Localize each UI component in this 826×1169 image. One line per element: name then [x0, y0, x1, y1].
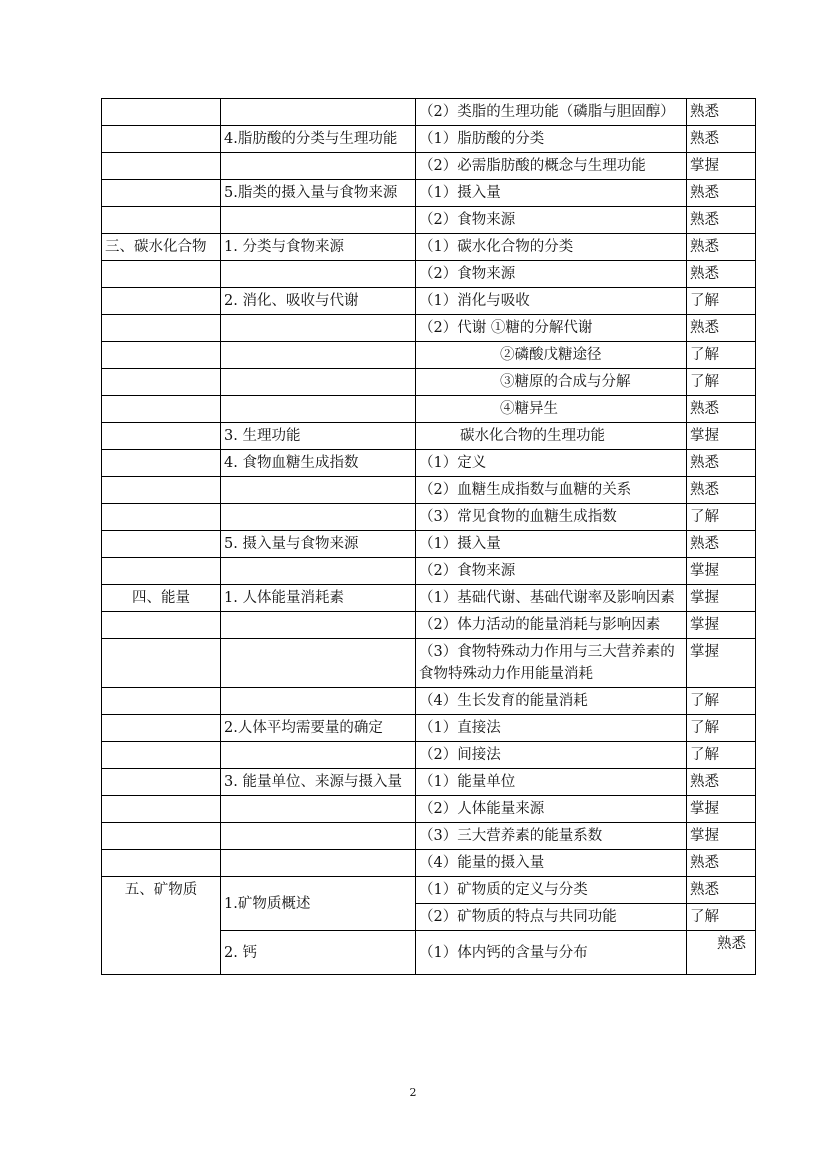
section-cell: [102, 342, 221, 369]
topic-cell: [221, 261, 416, 288]
topic-cell: [221, 369, 416, 396]
level-cell: 了解: [687, 369, 756, 396]
table-row: [102, 369, 756, 396]
table-row: [102, 850, 756, 877]
section-cell: 四、能量: [102, 585, 221, 612]
topic-cell: [221, 342, 416, 369]
table-row: [102, 823, 756, 850]
topic-cell: [221, 823, 416, 850]
table-row: [102, 585, 756, 612]
level-cell: 掌握: [687, 558, 756, 585]
topic-cell: [221, 688, 416, 715]
topic-cell: [221, 796, 416, 823]
table-row: [102, 612, 756, 639]
content-cell: （2）血糖生成指数与血糖的关系: [416, 477, 687, 504]
section-cell: [102, 450, 221, 477]
section-cell: [102, 742, 221, 769]
level-cell: 熟悉: [687, 877, 756, 904]
level-cell: 了解: [687, 342, 756, 369]
level-cell: 熟悉: [687, 207, 756, 234]
table-row: [102, 396, 756, 423]
table-row: [102, 261, 756, 288]
content-cell: （2）体力活动的能量消耗与影响因素: [416, 612, 687, 639]
content-cell: （1）体内钙的含量与分布: [416, 931, 687, 975]
section-cell: [102, 369, 221, 396]
topic-cell: 5. 摄入量与食物来源: [221, 531, 416, 558]
topic-cell: 1. 分类与食物来源: [221, 234, 416, 261]
section-cell: [102, 477, 221, 504]
section-cell: [102, 531, 221, 558]
level-cell: 掌握: [687, 423, 756, 450]
table-row: [102, 207, 756, 234]
syllabus-table-body: [102, 99, 756, 975]
section-cell: [102, 99, 221, 126]
content-cell: （1）消化与吸收: [416, 288, 687, 315]
content-cell: ②磷酸戊糖途径: [416, 342, 687, 369]
content-cell: （1）碳水化合物的分类: [416, 234, 687, 261]
section-cell: [102, 261, 221, 288]
content-cell: （1）摄入量: [416, 180, 687, 207]
topic-cell: 2. 消化、吸收与代谢: [221, 288, 416, 315]
table-row: [102, 126, 756, 153]
section-cell: [102, 153, 221, 180]
level-cell: 熟悉: [687, 261, 756, 288]
level-cell: 熟悉: [687, 234, 756, 261]
content-cell: （2）食物来源: [416, 207, 687, 234]
table-row: [102, 315, 756, 342]
level-cell: 熟悉: [687, 931, 756, 975]
section-cell-minerals: 五、矿物质: [102, 877, 221, 975]
content-cell: （2）食物来源: [416, 261, 687, 288]
topic-cell-minerals-overview: 1.矿物质概述: [221, 877, 416, 931]
topic-cell: [221, 207, 416, 234]
section-cell: [102, 207, 221, 234]
content-cell: （4）能量的摄入量: [416, 850, 687, 877]
level-cell: 熟悉: [687, 396, 756, 423]
level-cell: 熟悉: [687, 180, 756, 207]
table-row: [102, 877, 756, 904]
table-row: [102, 234, 756, 261]
topic-cell: [221, 558, 416, 585]
topic-cell: [221, 639, 416, 688]
section-cell: [102, 288, 221, 315]
content-cell: （2）代谢 ①糖的分解代谢: [416, 315, 687, 342]
content-cell: （1）定义: [416, 450, 687, 477]
level-cell: 了解: [687, 504, 756, 531]
table-row: [102, 288, 756, 315]
topic-cell: 3. 能量单位、来源与摄入量: [221, 769, 416, 796]
section-cell: [102, 315, 221, 342]
table-row: [102, 769, 756, 796]
level-cell: 了解: [687, 742, 756, 769]
level-cell: 熟悉: [687, 477, 756, 504]
section-cell: [102, 180, 221, 207]
topic-cell: [221, 850, 416, 877]
table-row: [102, 477, 756, 504]
section-cell: [102, 850, 221, 877]
topic-cell: 1. 人体能量消耗素: [221, 585, 416, 612]
section-cell: [102, 769, 221, 796]
table-row: [102, 153, 756, 180]
content-cell: （1）脂肪酸的分类: [416, 126, 687, 153]
level-cell: 熟悉: [687, 769, 756, 796]
section-cell: [102, 126, 221, 153]
level-cell: 掌握: [687, 153, 756, 180]
content-cell: （3）食物特殊动力作用与三大营养素的食物特殊动力作用能量消耗: [416, 639, 687, 688]
level-cell: 了解: [687, 688, 756, 715]
level-cell: 熟悉: [687, 126, 756, 153]
topic-cell: [221, 99, 416, 126]
topic-cell: [221, 477, 416, 504]
section-cell: 三、碳水化合物: [102, 234, 221, 261]
level-cell: 熟悉: [687, 99, 756, 126]
section-cell: [102, 639, 221, 688]
table-row: [102, 180, 756, 207]
level-cell: 掌握: [687, 585, 756, 612]
level-cell: 了解: [687, 715, 756, 742]
table-row: [102, 715, 756, 742]
topic-cell: [221, 396, 416, 423]
section-cell: [102, 558, 221, 585]
table-row: [102, 423, 756, 450]
level-cell: 掌握: [687, 612, 756, 639]
table-row: [102, 796, 756, 823]
content-cell: （2）必需脂肪酸的概念与生理功能: [416, 153, 687, 180]
topic-cell: 2.人体平均需要量的确定: [221, 715, 416, 742]
section-cell: [102, 504, 221, 531]
table-row: [102, 342, 756, 369]
level-cell: 了解: [687, 904, 756, 931]
level-cell: 掌握: [687, 823, 756, 850]
content-cell: （3）三大营养素的能量系数: [416, 823, 687, 850]
syllabus-table: [101, 98, 756, 975]
content-cell: （2）食物来源: [416, 558, 687, 585]
content-cell: （1）矿物质的定义与分类: [416, 877, 687, 904]
level-cell: 熟悉: [687, 531, 756, 558]
page-number: 2: [409, 1086, 417, 1099]
topic-cell: 4.脂肪酸的分类与生理功能: [221, 126, 416, 153]
table-row: [102, 742, 756, 769]
topic-cell: [221, 742, 416, 769]
level-cell: 了解: [687, 288, 756, 315]
content-cell: （2）矿物质的特点与共同功能: [416, 904, 687, 931]
table-row: [102, 99, 756, 126]
table-row: [102, 639, 756, 688]
content-cell: ④糖异生: [416, 396, 687, 423]
topic-cell: 5.脂类的摄入量与食物来源: [221, 180, 416, 207]
section-cell: [102, 612, 221, 639]
section-cell: [102, 715, 221, 742]
table-row: [102, 450, 756, 477]
table-row: [102, 531, 756, 558]
content-cell: ③糖原的合成与分解: [416, 369, 687, 396]
section-cell: [102, 423, 221, 450]
content-cell: （2）人体能量来源: [416, 796, 687, 823]
table-row: [102, 504, 756, 531]
level-cell: 掌握: [687, 639, 756, 688]
table-row: [102, 558, 756, 585]
content-cell: （1）能量单位: [416, 769, 687, 796]
topic-cell: 3. 生理功能: [221, 423, 416, 450]
content-cell: （1）摄入量: [416, 531, 687, 558]
content-cell: （3）常见食物的血糖生成指数: [416, 504, 687, 531]
section-cell: [102, 688, 221, 715]
level-cell: 熟悉: [687, 315, 756, 342]
table-row: [102, 688, 756, 715]
topic-cell: [221, 153, 416, 180]
level-cell: 熟悉: [687, 450, 756, 477]
topic-cell: [221, 612, 416, 639]
content-cell: （2）间接法: [416, 742, 687, 769]
level-cell: 掌握: [687, 796, 756, 823]
section-cell: [102, 823, 221, 850]
content-cell: （4）生长发育的能量消耗: [416, 688, 687, 715]
topic-cell: 4. 食物血糖生成指数: [221, 450, 416, 477]
section-cell: [102, 396, 221, 423]
section-cell: [102, 796, 221, 823]
content-cell: （1）基础代谢、基础代谢率及影响因素: [416, 585, 687, 612]
content-cell: （2）类脂的生理功能（磷脂与胆固醇）: [416, 99, 687, 126]
level-cell: 熟悉: [687, 850, 756, 877]
topic-cell-calcium: 2. 钙: [221, 931, 416, 975]
topic-cell: [221, 315, 416, 342]
content-cell: 碳水化合物的生理功能: [416, 423, 687, 450]
content-cell: （1）直接法: [416, 715, 687, 742]
topic-cell: [221, 504, 416, 531]
